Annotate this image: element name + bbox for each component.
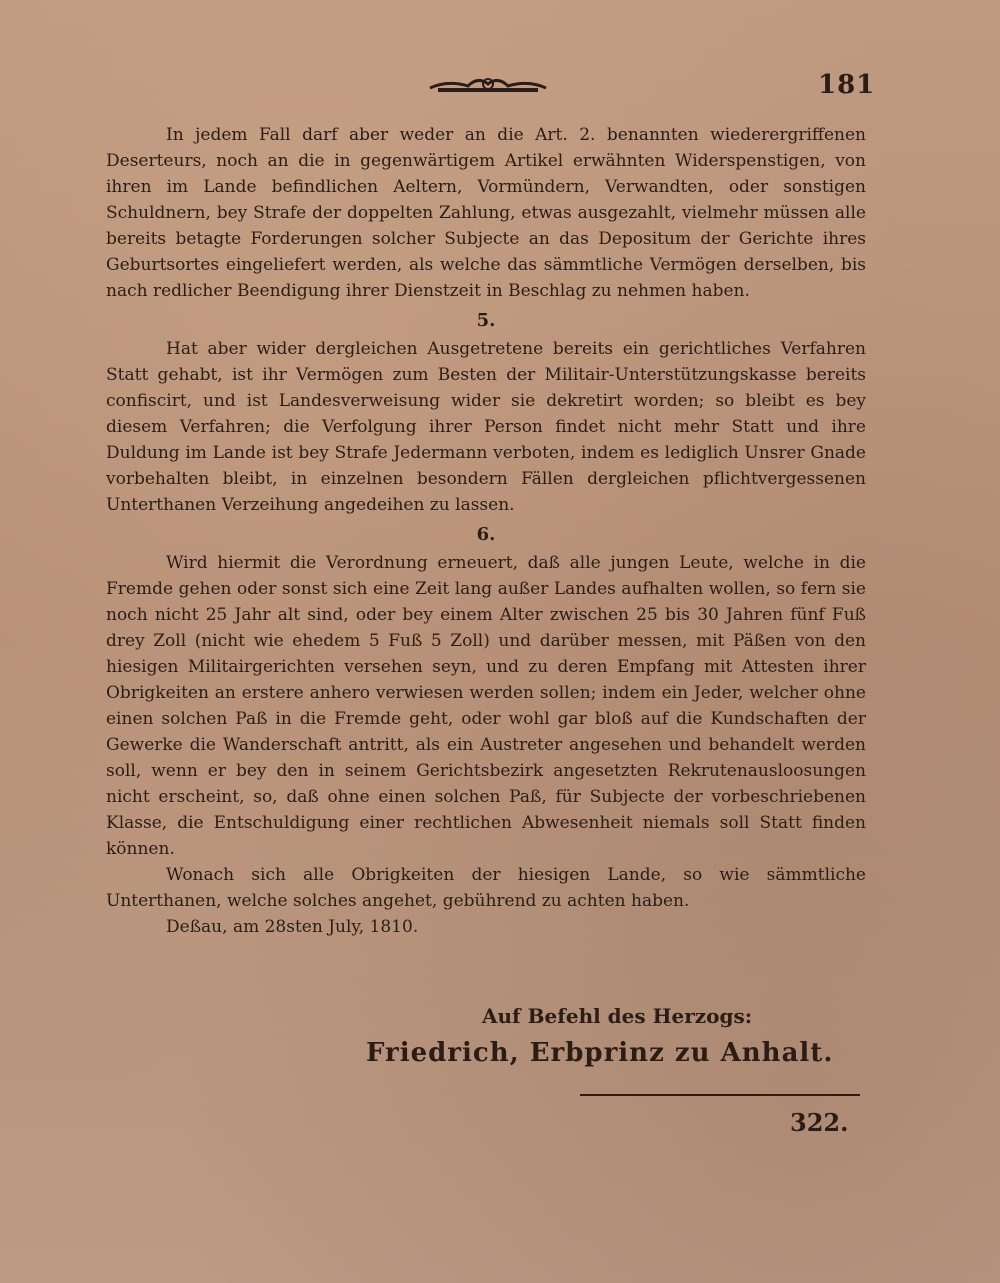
paragraph-4: Wonach sich alle Obrigkeiten der hiesigen Lande, so wie sämmtliche Unterthanen, welche solches angehet, gebührend zu achten haben.	[106, 865, 866, 911]
header-ornament-icon	[428, 72, 548, 96]
catalog-number: 322.	[790, 1108, 849, 1137]
signature-intro: Auf Befehl des Herzogs:	[482, 1004, 753, 1028]
paragraph-3: Wird hiermit die Verordnung erneuert, daß alle jungen Leute, welche in die Fremde gehen oder sonst sich eine Zeit lang außer Landes aufhalten wollen, so fern sie noch nicht 25 Jahr alt sind, oder bey einem Alter zwischen 25 bis 30 Jahren fünf Fuß drey Zoll (nicht wie ehedem 5 Fuß 5 Zoll) und darüber messen, mit Päßen von den hiesigen Militairgerichten versehen seyn, und zu deren Empfang mit Attesten ihrer Obrigkeiten an erstere anhero verwiesen werden sollen; indem ein Jeder, welcher ohne einen solchen Paß in die Fremde geht, oder wohl gar bloß auf die Kundschaften der Gewerke die Wanderschaft antritt, als ein Austreter angesehen und behandelt werden soll, wenn er bey den in seinem Gerichtsbezirk angesetzten Rekrutenausloosungen nicht erscheint, so, daß ohne einen solchen Paß, für Subjecte der vorbeschriebenen Klasse, die Entschuldigung einer rechtlichen Abwesenheit niemals soll Statt finden können.	[106, 553, 866, 859]
signature-divider	[580, 1094, 860, 1096]
signature-name: Friedrich, Erbprinz zu Anhalt.	[366, 1038, 834, 1068]
section-number-6: 6.	[476, 524, 496, 545]
paragraph-1: In jedem Fall darf aber weder an die Art. 2. benannten wiederergriffenen Deserteurs, noch an die in gegenwärtigem Artikel erwähnten Widerspenstigen, von ihren im Lande befindlichen Aeltern, Vormündern, Verwandten, oder sonstigen Schuldnern, bey Strafe der doppelten Zahlung, etwas ausgezahlt, vielmehr müssen alle bereits betagte Forderungen solcher Subjecte an das Depositum der Gerichte ihres Geburtsortes eingeliefert werden, als welche das sämmtliche Vermögen derselben, bis nach redlicher Beendigung ihrer Dienstzeit in Beschlag zu nehmen haben.	[106, 125, 866, 301]
page-number: 181	[818, 70, 876, 100]
section-number-5: 5.	[476, 310, 496, 331]
paragraph-2: Hat aber wider dergleichen Ausgetretene bereits ein gerichtliches Verfahren Statt gehabt, ist ihr Vermögen zum Besten der Militair-Unterstützungskasse bereits confiscirt, und ist Landesverweisung wider sie dekretirt worden; so bleibt es bey diesem Verfahren; die Verfolgung ihrer Person findet nicht mehr Statt und ihre Duldung im Lande ist bey Strafe Jedermann verboten, indem es lediglich Unsrer Gnade vorbehalten bleibt, in einzelnen besondern Fällen dergleichen pflichtvergessenen Unterthanen Verzeihung angedeihen zu lassen.	[106, 339, 866, 515]
place-date: Deßau, am 28sten July, 1810.	[166, 917, 419, 937]
body-text	[106, 122, 866, 940]
